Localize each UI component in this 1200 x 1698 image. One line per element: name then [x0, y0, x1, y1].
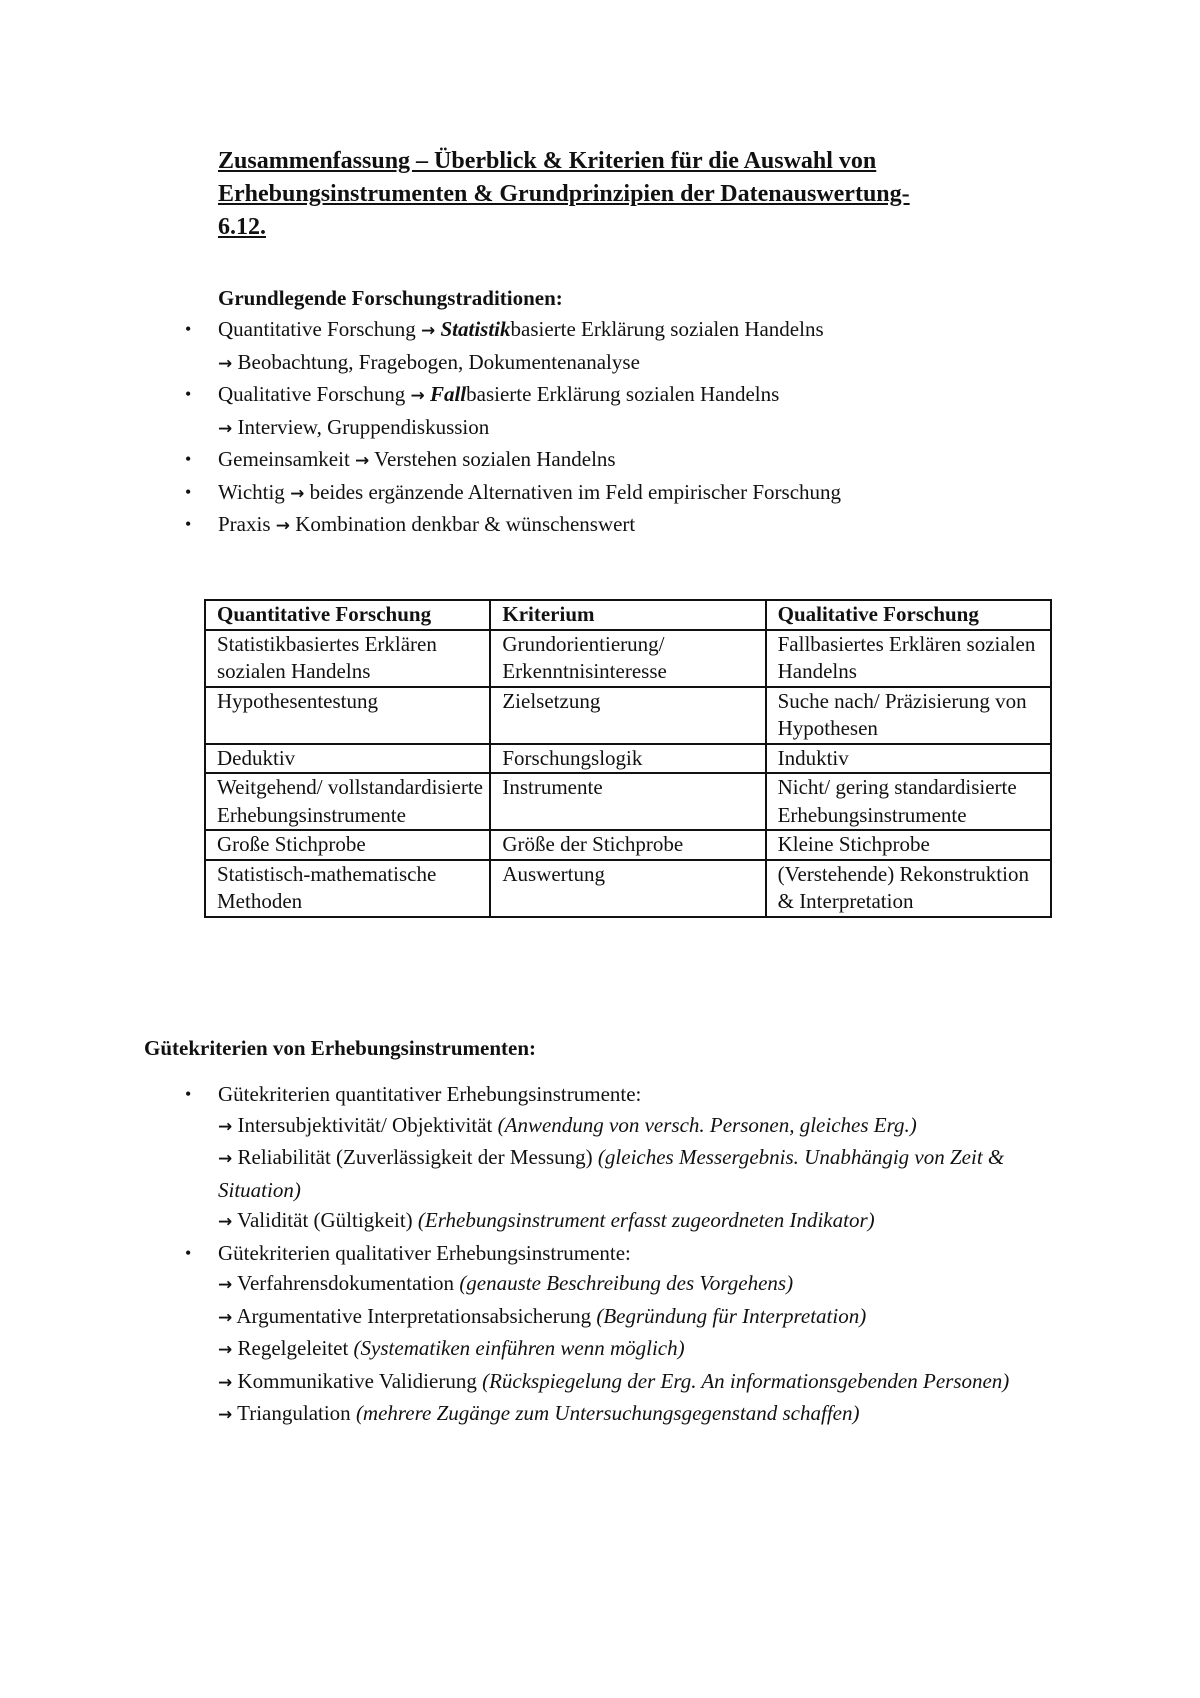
item-text-rest: Kombination denkbar & wünschenswert [290, 512, 636, 536]
list-item [185, 509, 1118, 542]
arrow-right-icon: → [420, 321, 436, 341]
criterion-line [218, 1205, 1058, 1238]
arrow-right-icon: → [218, 1149, 233, 1169]
criterion-line [218, 1333, 1058, 1366]
section-heading-traditions: Grundlegende Forschungstraditionen: [218, 286, 563, 310]
table-cell: Größe der Stichprobe [490, 830, 765, 860]
arrow-right-icon: → [218, 353, 233, 374]
table-header-row [205, 600, 1051, 630]
criterion-text: Triangulation [237, 1401, 356, 1425]
table-cell: Deduktiv [205, 744, 490, 774]
title-line-1: Zusammenfassung – Überblick & Kriterien für die Auswahl von [218, 148, 877, 174]
arrow-right-icon: → [218, 1275, 233, 1295]
table-row [205, 830, 1051, 860]
table-cell: Auswertung [490, 860, 765, 917]
item-text-rest: Verstehen sozialen Handelns [369, 447, 616, 471]
item-text-rest: basierte Erklärung sozialen Handelns [466, 382, 780, 406]
item-emphasis: Statistik [435, 317, 511, 341]
title-line-3: 6.12. [218, 214, 266, 240]
bullet-icon: • [185, 481, 192, 502]
criterion-text: Intersubjektivität/ Objektivität [237, 1112, 498, 1137]
quality-criteria-list [185, 1079, 1058, 1431]
criterion-text: Argumentative Interpretationsabsicherung [236, 1303, 597, 1328]
criterion-line [218, 1301, 1058, 1334]
arrow-right-icon: → [355, 451, 370, 471]
table-row [205, 630, 1051, 687]
list-item [185, 379, 1118, 444]
table-cell: Große Stichprobe [205, 830, 490, 860]
criterion-line [218, 1268, 1058, 1301]
criterion-note: (Anwendung von versch. Personen, gleiches Erg.) [497, 1112, 917, 1137]
section-heading-quality-criteria: Gütekriterien von Erhebungsinstrumenten: [144, 1036, 537, 1060]
item-text: Quantitative Forschung [218, 317, 421, 341]
criterion-note: (Systematiken einführen wenn möglich) [353, 1336, 685, 1360]
item-emphasis: Fall [424, 382, 467, 406]
column-header: Kriterium [490, 600, 765, 630]
item-text: Gemeinsamkeit [218, 447, 356, 471]
list-item [185, 1079, 1058, 1238]
criterion-line [218, 1366, 1058, 1399]
criterion-text: Kommunikative Validierung [237, 1368, 483, 1393]
criterion-line [218, 1142, 1058, 1205]
bullet-icon: • [185, 319, 192, 339]
traditions-list [185, 314, 1118, 542]
arrow-right-icon: → [218, 1212, 233, 1232]
criterion-note: (Rückspiegelung der Erg. An informationsgebenden Personen) [482, 1368, 1010, 1393]
table-cell: Hypothesentestung [205, 687, 490, 744]
table-cell: Suche nach/ Präzisierung von Hypothesen [766, 687, 1051, 744]
criterion-text: Validität (Gültigkeit) [237, 1208, 418, 1232]
table-cell: Statistikbasiertes Erklären sozialen Handelns [205, 630, 490, 687]
criterion-note: (gleiches Messergebnis. Unabhängig von Zeit & Situation) [218, 1145, 1005, 1202]
item-text-rest: beides ergänzende Alternativen im Feld empirischer Forschung [304, 479, 842, 504]
column-header: Qualitative Forschung [766, 600, 1051, 630]
table-cell: Induktiv [766, 744, 1051, 774]
title-line-2: Erhebungsinstrumenten & Grundprinzipien der Datenauswertung- [218, 181, 910, 207]
item-subtext: Interview, Gruppendiskussion [237, 414, 490, 439]
list-item [185, 314, 1118, 379]
criterion-text: Regelgeleitet [237, 1336, 354, 1360]
bullet-icon: • [185, 384, 192, 404]
group-label: Gütekriterien qualitativer Erhebungsinstrumente: [218, 1240, 631, 1265]
table-row [205, 860, 1051, 917]
criterion-note: (mehrere Zugänge zum Untersuchungsgegenstand schaffen) [355, 1401, 860, 1425]
arrow-right-icon: → [218, 1372, 233, 1393]
arrow-right-icon: → [410, 386, 425, 406]
item-text: Wichtig [218, 479, 291, 504]
criterion-note: (Erhebungsinstrument erfasst zugeordneten Indikator) [417, 1208, 875, 1232]
bullet-icon: • [185, 514, 192, 534]
arrow-right-icon: → [290, 483, 305, 504]
criterion-line [218, 1398, 1058, 1431]
table-row [205, 744, 1051, 774]
table-row [205, 687, 1051, 744]
table-cell: Statistisch-mathematische Methoden [205, 860, 490, 917]
bullet-icon: • [185, 449, 192, 469]
document-title [218, 145, 1058, 244]
group-label: Gütekriterien quantitativer Erhebungsinstrumente: [218, 1082, 642, 1106]
comparison-table [204, 599, 1052, 918]
column-header: Quantitative Forschung [205, 600, 490, 630]
criterion-line [218, 1110, 1058, 1143]
list-item [185, 444, 1118, 477]
item-subline [218, 347, 1118, 380]
item-text: Qualitative Forschung [218, 382, 411, 406]
arrow-right-icon: → [218, 418, 233, 439]
criterion-text: Verfahrensdokumentation [237, 1271, 460, 1295]
list-item [185, 477, 1118, 510]
criterion-text: Reliabilität (Zuverlässigkeit der Messung) [237, 1145, 598, 1169]
arrow-right-icon: → [275, 516, 290, 536]
arrow-right-icon: → [218, 1307, 233, 1328]
table-cell: Kleine Stichprobe [766, 830, 1051, 860]
criterion-note: (genauste Beschreibung des Vorgehens) [459, 1271, 794, 1295]
criterion-note: (Begründung für Interpretation) [596, 1303, 867, 1328]
item-subtext: Beobachtung, Fragebogen, Dokumentenanalyse [237, 349, 640, 374]
item-subline [218, 412, 1118, 445]
table-cell: Grundorientierung/ Erkenntnisinteresse [490, 630, 765, 687]
bullet-icon: • [185, 1084, 192, 1104]
item-text: Praxis [218, 512, 276, 536]
table-cell: Fallbasiertes Erklären sozialen Handelns [766, 630, 1051, 687]
table-cell: Forschungslogik [490, 744, 765, 774]
item-text-rest: basierte Erklärung sozialen Handelns [510, 317, 824, 341]
table-row [205, 773, 1051, 830]
arrow-right-icon: → [218, 1405, 233, 1425]
table-cell: Weitgehend/ vollstandardisierte Erhebungsinstrumente [205, 773, 490, 830]
list-item [185, 1238, 1058, 1431]
arrow-right-icon: → [218, 1340, 233, 1360]
table-cell: (Verstehende) Rekonstruktion & Interpretation [766, 860, 1051, 917]
arrow-right-icon: → [218, 1116, 233, 1137]
table-cell: Zielsetzung [490, 687, 765, 744]
table-cell: Instrumente [490, 773, 765, 830]
table-cell: Nicht/ gering standardisierte Erhebungsinstrumente [766, 773, 1051, 830]
bullet-icon: • [185, 1242, 192, 1263]
